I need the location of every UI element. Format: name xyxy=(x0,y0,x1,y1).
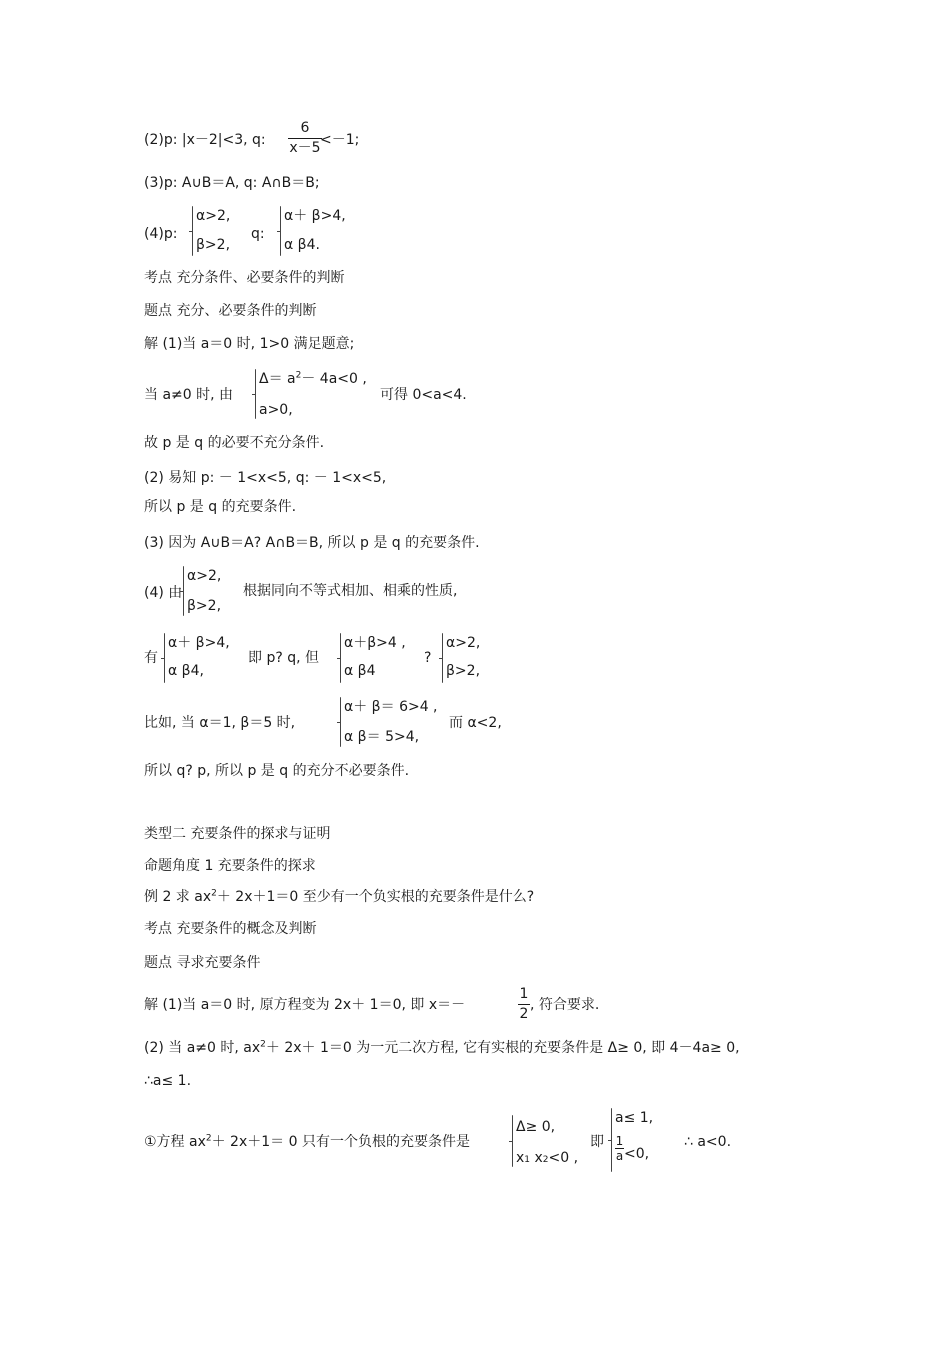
sol2-line1-pre: 解 (1)当 a＝0 时, 原方程变为 2x＋ 1＝0, 即 x＝－ xyxy=(144,997,466,1013)
sol1-line8-c2: α β4, xyxy=(168,663,204,679)
sol1-line5: 所以 p 是 q 的充要条件. xyxy=(144,499,297,515)
sol1-line8-e2: β>2, xyxy=(446,663,481,679)
brace-sol1-f xyxy=(340,697,341,747)
fraction-bar xyxy=(288,138,322,139)
sol1-cond2: a>0, xyxy=(259,402,293,418)
item-4-q1: α＋ β>4, xyxy=(284,208,346,224)
section-angle-1: 命题角度 1 充要条件的探求 xyxy=(144,858,316,874)
sol1-line8-e1: α>2, xyxy=(446,635,481,651)
tidian-1: 题点 充分、必要条件的判断 xyxy=(144,303,317,319)
item-4-p1: α>2, xyxy=(196,208,231,224)
sol2-line4-d2-post: <0, xyxy=(624,1146,650,1162)
sol1-line8-mid: 即 p? q, 但 xyxy=(248,650,320,666)
sol1-line9-post: 而 α<2, xyxy=(449,715,502,731)
sol1-line1: 解 (1)当 a＝0 时, 1>0 满足题意; xyxy=(144,336,355,352)
sol1-line3: 故 p 是 q 的必要不充分条件. xyxy=(144,435,325,451)
sol2-line4-c1: Δ≥ 0, xyxy=(516,1119,556,1135)
item-4-label: (4)p: xyxy=(144,226,178,242)
sol1-line7-c1: α>2, xyxy=(187,568,222,584)
brace-q4 xyxy=(280,206,281,256)
kaodian-2: 考点 充要条件的概念及判断 xyxy=(144,921,317,937)
item-4-q: q: xyxy=(251,226,265,242)
item-3: (3)p: A∪B＝A, q: A∩B＝B; xyxy=(144,175,320,191)
sol1-line8-d1: α＋β>4 , xyxy=(344,635,406,651)
item-2-label: (2)p: |x－2|<3, q: xyxy=(144,132,266,148)
sol1-line7-c2: β>2, xyxy=(187,598,222,614)
sol1-line8-pre: 有 xyxy=(144,650,158,666)
sol2-d2-numerator: 1 xyxy=(615,1134,624,1148)
sol2-line4-ji: 即 xyxy=(590,1134,604,1150)
sol2-fraction-denominator: 2 xyxy=(519,1006,529,1022)
sol2-d2-denominator: a xyxy=(615,1149,624,1163)
sol1-line8-c1: α＋ β>4, xyxy=(168,635,230,651)
sol1-line10: 所以 q? p, 所以 p 是 q 的充分不必要条件. xyxy=(144,763,410,779)
example-2: 例 2 求 $ax^2+ 2x+1=0$ 至少有一个负实根的充要条件是什么? xyxy=(144,888,535,905)
sol2-line4-c2: x1 x2<0 , xyxy=(516,1150,579,1166)
sol2-fraction-bar xyxy=(518,1004,530,1005)
item-4-p2: β>2, xyxy=(196,237,231,253)
sol1-line8-d2: α β4 xyxy=(344,663,376,679)
fraction-numerator: 6 xyxy=(300,120,310,136)
sol2-line4-pre: ①方程 $ax^2+ 2x+1= 0$ 只有一个负根的充要条件是 xyxy=(144,1133,470,1150)
sol2-line3: ∴a≤ 1. xyxy=(144,1073,192,1089)
sol1-line2-pre: 当 a≠0 时, 由 xyxy=(144,387,234,403)
sol2-fraction-numerator: 1 xyxy=(519,986,529,1002)
brace-sol2-b xyxy=(611,1108,612,1172)
sol1-line2-post: 可得 0<a<4. xyxy=(380,387,467,403)
sol1-line8-q: ? xyxy=(424,650,432,666)
brace-sol1-d xyxy=(340,633,341,683)
item-2-tail: <－1; xyxy=(320,132,360,148)
brace-sol1-e xyxy=(442,633,443,683)
sol1-line7-post: 根据同向不等式相加、相乘的性质, xyxy=(243,583,458,599)
sol2-line4-d1: a≤ 1, xyxy=(615,1110,654,1126)
sol1-line9-c1: α＋ β＝ 6>4 , xyxy=(344,699,438,715)
brace-sol1-c xyxy=(164,633,165,683)
brace-sol1-b xyxy=(183,566,184,616)
item-4-q2: α β4. xyxy=(284,237,320,253)
sol2-line1-post: , 符合要求. xyxy=(530,997,600,1013)
sol1-cond1: $\Delta= a^2- 4a<0$ , xyxy=(259,370,367,387)
sol1-line9-pre: 比如, 当 α＝1, β＝5 时, xyxy=(144,715,296,731)
sol1-line6: (3) 因为 A∪B＝A? A∩B＝B, 所以 p 是 q 的充要条件. xyxy=(144,535,480,551)
sol2-line4-post: ∴ a<0. xyxy=(684,1134,732,1150)
sol2-line2: (2) 当 a≠0 时, $ax^2+ 2x+ 1=0$ 为一元二次方程, 它有实根的充要条件是 Δ≥ 0, 即 4－4a≥ 0, xyxy=(144,1039,740,1056)
tidian-2: 题点 寻求充要条件 xyxy=(144,955,261,971)
brace-sol1-a xyxy=(255,369,256,419)
brace-p4 xyxy=(192,206,193,256)
section-type-2: 类型二 充要条件的探求与证明 xyxy=(144,826,331,842)
kaodian-1: 考点 充分条件、必要条件的判断 xyxy=(144,270,345,286)
sol1-line4: (2) 易知 p: － 1<x<5, q: － 1<x<5, xyxy=(144,470,387,486)
brace-sol2-a xyxy=(512,1115,513,1167)
fraction-denominator: x－5 xyxy=(289,140,321,156)
sol1-line7-pre: (4) 由 xyxy=(144,585,183,601)
sol1-line9-c2: α β＝ 5>4, xyxy=(344,729,420,745)
